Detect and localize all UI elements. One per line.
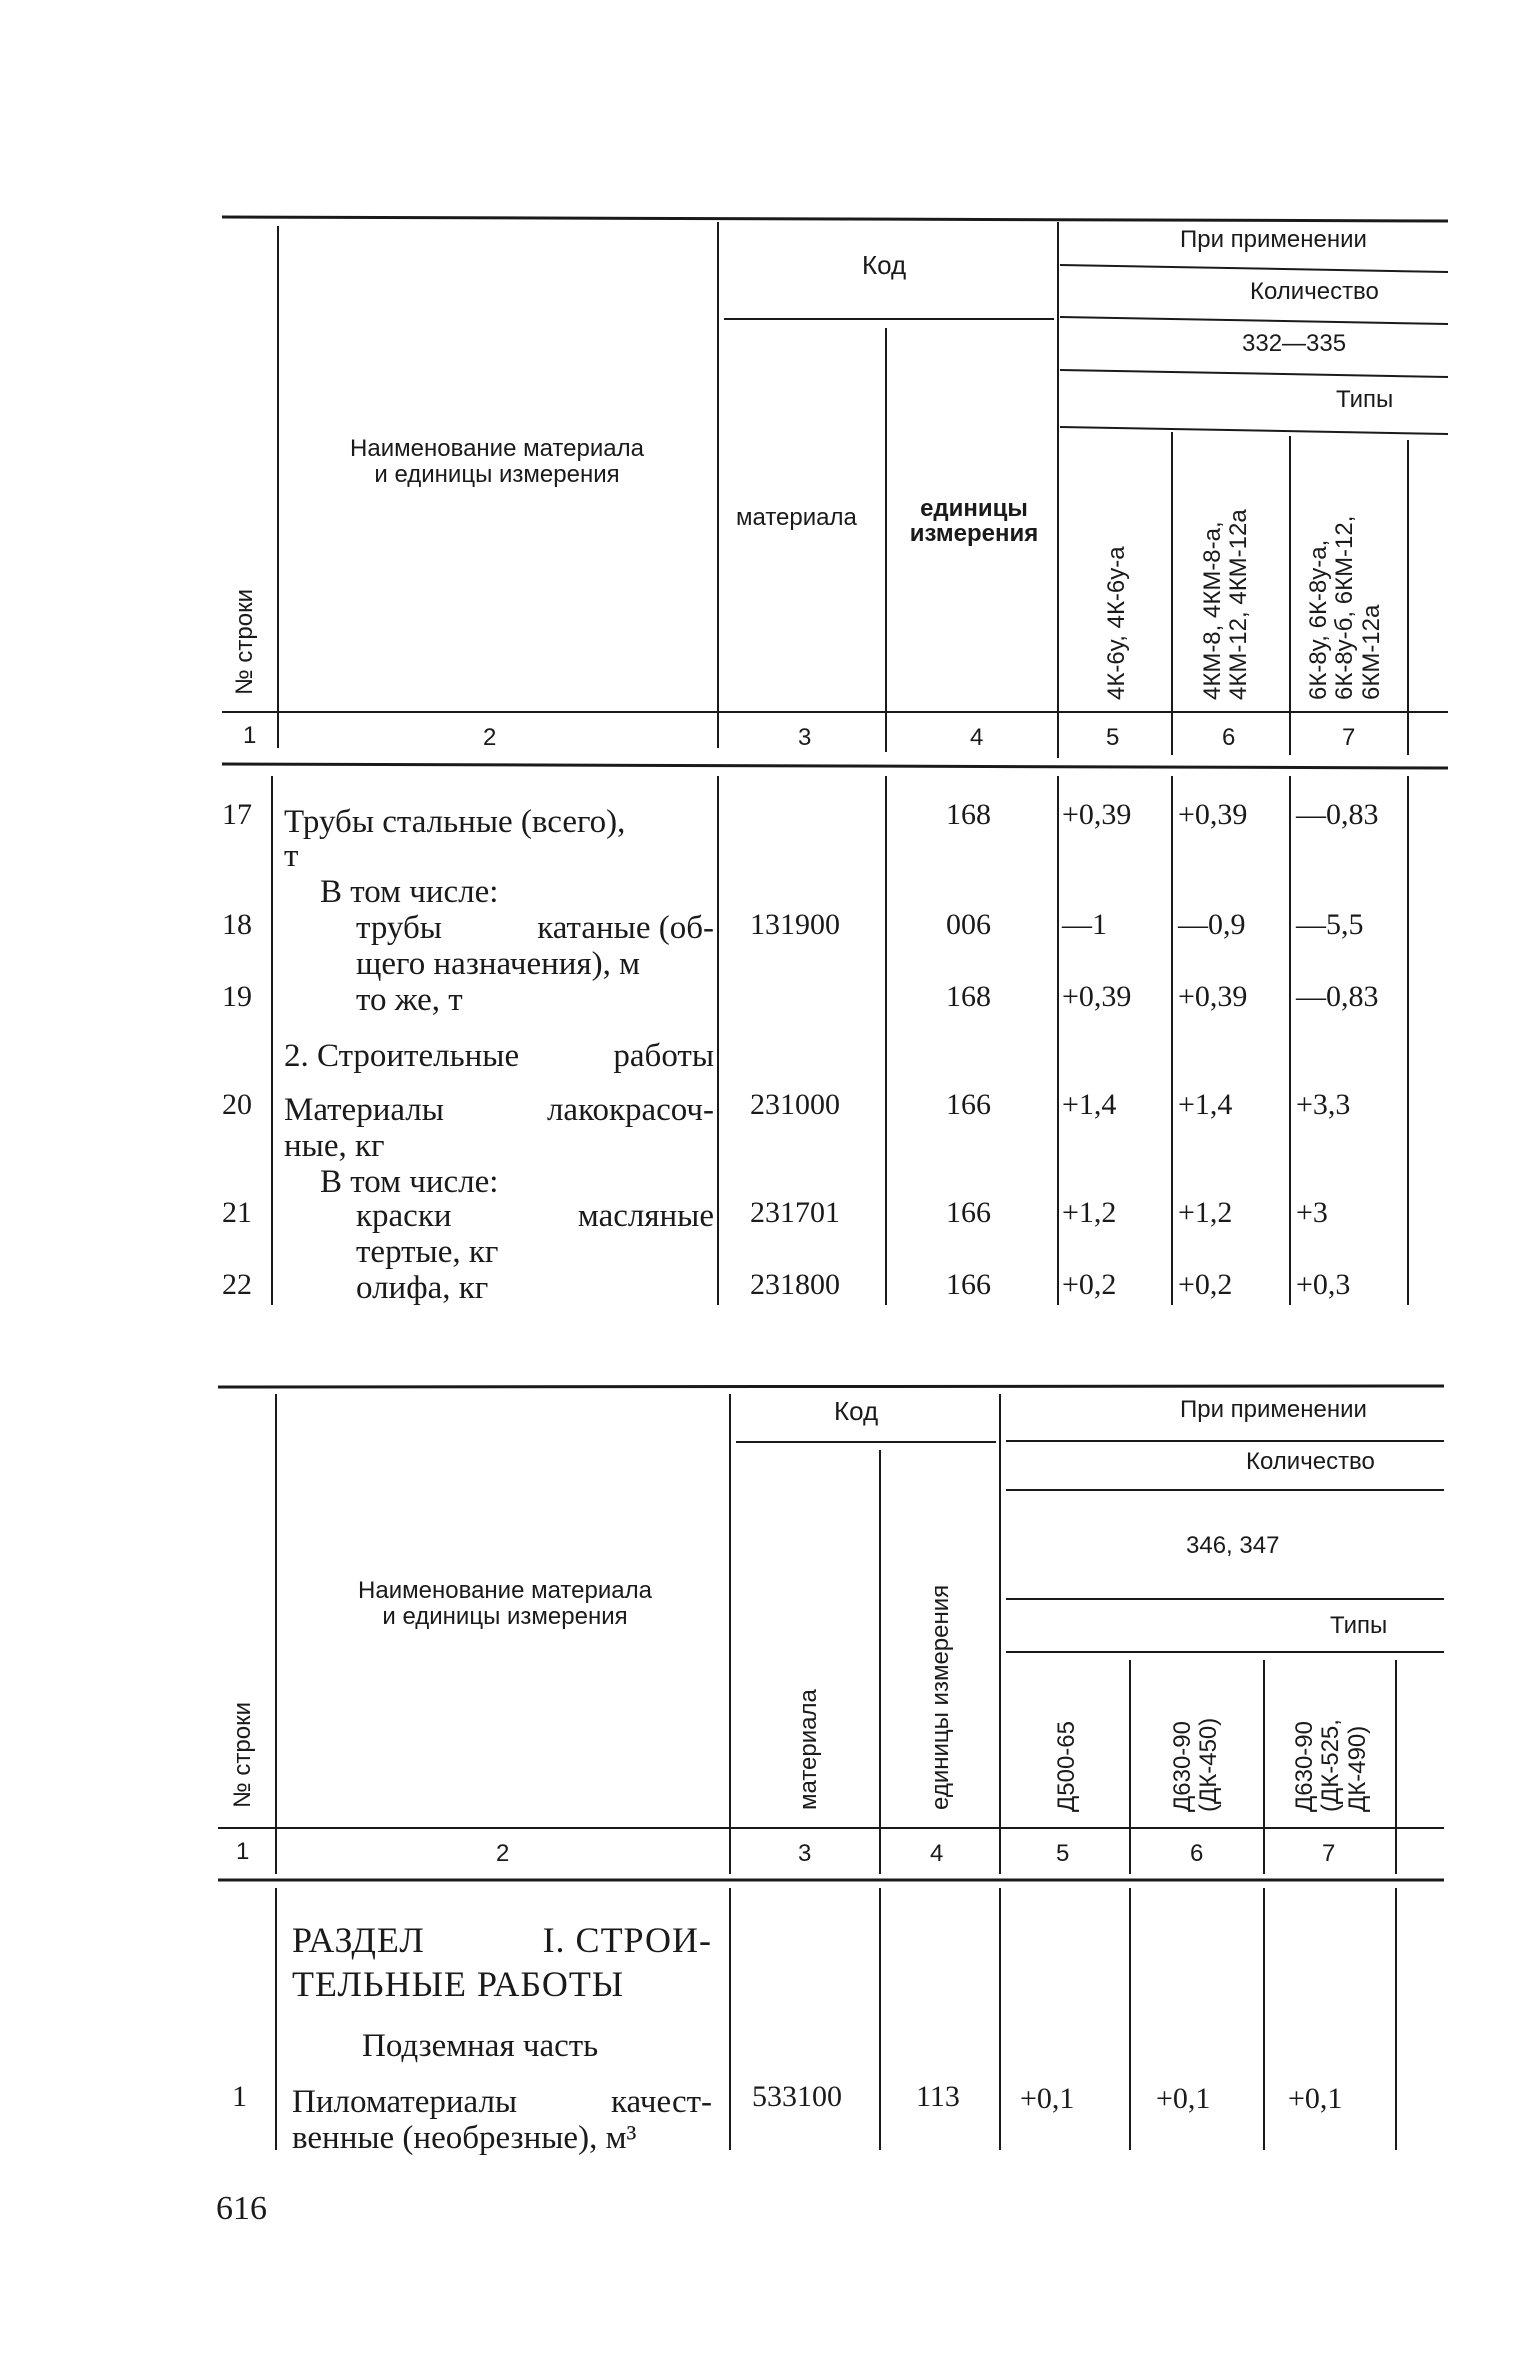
table1-row-19-name: то же, т (356, 982, 463, 1018)
table1-colnum-3: 3 (798, 724, 812, 751)
table1-type-col-6: 4КМ-8, 4КМ-8-а, 4КМ-12, 4КМ-12а (1199, 509, 1253, 700)
table2-row-1-v6: +0,1 (1156, 2082, 1211, 2115)
table1-type-col-7: 6К-8у, 6К-8у-а, 6К-8у-б, 6КМ-12, 6КМ-12а (1305, 515, 1385, 700)
table1-colnum-5: 5 (1106, 724, 1120, 751)
table1-section-2-title: 2. Строительные работы (284, 1038, 714, 1074)
table1-row-21-v6: +1,2 (1178, 1196, 1233, 1229)
table1-row-21-name: краски масляные (356, 1198, 714, 1234)
table2-colnum-3: 3 (798, 1840, 812, 1867)
table1-row-18-v7: —5,5 (1296, 908, 1364, 941)
table2-code-material-header: материала (795, 1689, 822, 1810)
table1-colnum-2: 2 (483, 724, 497, 751)
table1-subheading-including-2: В том числе: (320, 1164, 499, 1200)
table2-row-1-unit: 113 (916, 2080, 960, 2113)
table1-row-18-unit: 006 (946, 908, 991, 941)
table1-row-17-name: Трубы стальные (всего), (284, 804, 626, 840)
table2-types-header: Типы (1330, 1612, 1388, 1639)
table1-row-20-no: 20 (222, 1088, 252, 1121)
table2-type-col-7: Д630-90 (ДК-525, ДК-490) (1291, 1719, 1371, 1812)
table1-row-20-name-2: ные, кг (284, 1128, 385, 1164)
table1-row-18-v5: —1 (1062, 908, 1107, 941)
table2-row-1-material: 533100 (752, 2080, 842, 2113)
table1-row-20-v5: +1,4 (1062, 1088, 1117, 1121)
table1-row-21-v5: +1,2 (1062, 1196, 1117, 1229)
table1-row-22-v7: +0,3 (1296, 1268, 1351, 1301)
table1-row-22-no: 22 (222, 1268, 252, 1301)
table1-row-20-unit: 166 (946, 1088, 991, 1121)
table1-row-20-material: 231000 (750, 1088, 840, 1121)
table1-row-22-v6: +0,2 (1178, 1268, 1233, 1301)
table1-colnum-6: 6 (1222, 724, 1236, 751)
table1-row-22-unit: 166 (946, 1268, 991, 1301)
table1-name-header: Наименование материала и единицы измерения (350, 435, 644, 489)
table2-colnum-6: 6 (1190, 1840, 1204, 1867)
table2-colnum-5: 5 (1056, 1840, 1070, 1867)
table2-row-1-v7: +0,1 (1288, 2082, 1343, 2115)
table1-row-17-v6: +0,39 (1178, 798, 1248, 831)
table1-row-20-name: Материалы лакокрасоч- (284, 1092, 714, 1128)
table1-type-col-5: 4К-6у, 4К-6у-а (1103, 546, 1130, 700)
table2-range-header: 346, 347 (1186, 1532, 1280, 1559)
page-number: 616 (216, 2190, 267, 2227)
table1-row-19-v7: —0,83 (1296, 980, 1379, 1013)
table1-when-applied-header: При применении (1180, 226, 1367, 253)
table1-row-21-name-2: тертые, кг (356, 1234, 499, 1270)
table2-row-1-v5: +0,1 (1020, 2082, 1075, 2115)
table2-when-applied-header: При применении (1180, 1396, 1367, 1423)
table1-range-header: 332—335 (1242, 330, 1347, 357)
table2-code-unit-header: единицы измерения (927, 1584, 954, 1810)
table1-row-21-unit: 166 (946, 1196, 991, 1229)
table1-row-17-name-2: т (284, 838, 299, 874)
table1-row-18-no: 18 (222, 908, 252, 941)
table1-colnum-1: 1 (243, 722, 257, 749)
table1-row-21-material: 231701 (750, 1196, 840, 1229)
table1-subheading-including-1: В том числе: (320, 874, 499, 910)
table2-row-1-no: 1 (232, 2080, 247, 2113)
table1-row-17-v7: —0,83 (1296, 798, 1379, 831)
table2-quantity-header: Количество (1246, 1448, 1375, 1475)
table2-name-header: Наименование материала и единицы измерения (358, 1577, 652, 1631)
table1-row-19-no: 19 (222, 980, 252, 1013)
table1-row-20-v6: +1,4 (1178, 1088, 1233, 1121)
table1-row-18-material: 131900 (750, 908, 840, 941)
table1-row-18-v6: —0,9 (1178, 908, 1246, 941)
table1-row-21-v7: +3 (1296, 1196, 1328, 1229)
table1-row-19-unit: 168 (946, 980, 991, 1013)
table2-colnum-4: 4 (930, 1840, 944, 1867)
table1-code-material-header: материала (736, 504, 857, 531)
table2-row-1-name-2: венные (необрезные), м³ (292, 2120, 637, 2156)
table1-row-17-unit: 168 (946, 798, 991, 831)
table1-row-17-no: 17 (222, 798, 252, 831)
table1-row-20-v7: +3,3 (1296, 1088, 1351, 1121)
table2-colnum-7: 7 (1322, 1840, 1336, 1867)
table1-row-21-no: 21 (222, 1196, 252, 1229)
table1-code-unit-header: единицы измерения (909, 495, 1039, 548)
table1-row-19-v6: +0,39 (1178, 980, 1248, 1013)
table2-row-no-header: № строки (229, 1701, 256, 1808)
table2-type-col-6: Д630-90 (ДК-450) (1169, 1717, 1223, 1812)
table1-row-22-name: олифа, кг (356, 1270, 489, 1306)
table1-row-22-v5: +0,2 (1062, 1268, 1117, 1301)
table1-colnum-4: 4 (970, 724, 984, 751)
table1-row-19-v5: +0,39 (1062, 980, 1132, 1013)
table1-colnum-7: 7 (1342, 724, 1356, 751)
table2-row-1-name: Пиломатериалы качест- (292, 2084, 712, 2120)
table1-row-no-header: № строки (231, 588, 258, 695)
table2-code-header: Код (834, 1396, 879, 1426)
table1-row-18-name-2: щего назначения), м (356, 946, 640, 982)
table1-row-18-name: трубы катаные (об- (356, 910, 714, 946)
table1-quantity-header: Количество (1250, 278, 1379, 305)
table2-type-col-5: Д500-65 (1053, 1721, 1080, 1812)
table2-subsection: Подземная часть (362, 2028, 599, 2064)
table2-colnum-1: 1 (236, 1838, 250, 1865)
table1-types-header: Типы (1336, 386, 1394, 413)
table1-code-header: Код (862, 250, 907, 280)
table2-section-title: РАЗДЕЛ I. СТРОИ- (292, 1920, 712, 1960)
table2-colnum-2: 2 (496, 1840, 510, 1867)
table2-section-title-2: ТЕЛЬНЫЕ РАБОТЫ (292, 1964, 625, 2004)
table1-row-22-material: 231800 (750, 1268, 840, 1301)
table1-row-17-v5: +0,39 (1062, 798, 1132, 831)
